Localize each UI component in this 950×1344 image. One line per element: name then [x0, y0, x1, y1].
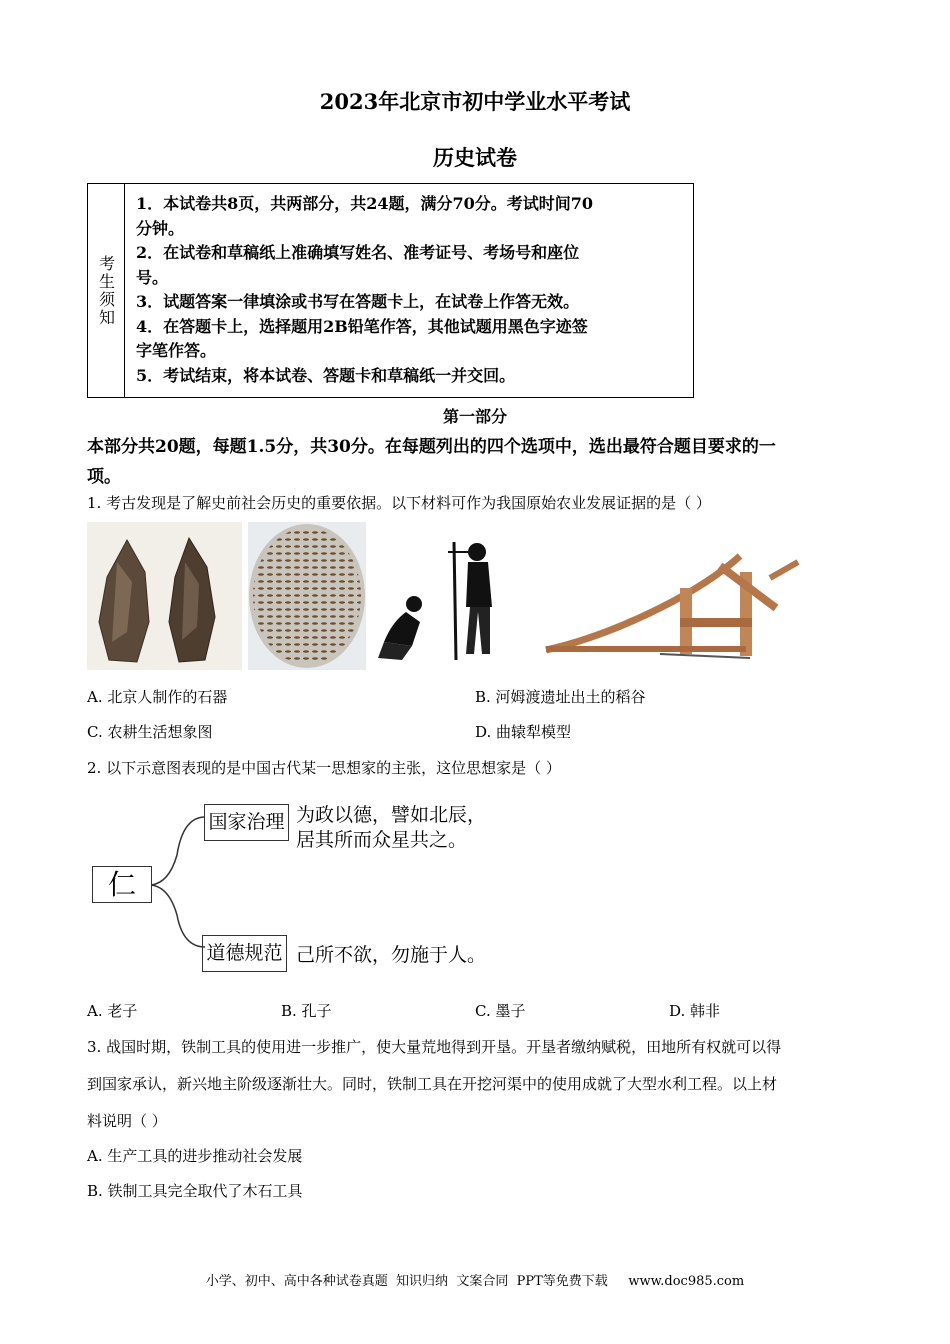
mindmap-top-text1: 为政以德，譬如北辰， [296, 804, 487, 826]
q3-option-a[interactable]: A. 生产工具的进步推动社会发展 [87, 1147, 303, 1165]
q1-option-c[interactable]: C. 农耕生活想象图 [87, 723, 213, 741]
q3-stem-line2: 到国家承认，新兴地主阶级逐渐壮大。同时，铁制工具在开挖河渠中的使用成就了大型水利工程。以上材 [87, 1075, 778, 1093]
part-heading: 第一部分 [442, 407, 507, 426]
q3-option-b[interactable]: B. 铁制工具完全取代了木石工具 [87, 1182, 303, 1200]
mindmap-bottom-text: 己所不欲，勿施于人。 [296, 944, 487, 966]
notice-line: 2．在试卷和草稿纸上准确填写姓名、准考证号、考场号和座位 [136, 243, 580, 262]
notice-items [136, 192, 685, 388]
mindmap-top-text2: 居其所而众星共之。 [296, 829, 468, 851]
notice-line: 分钟。 [136, 218, 185, 238]
rice-grains-image [248, 522, 366, 670]
page-footer: 小学、初中、高中各种试卷真题 知识归纳 文案合同 PPT等免费下载 www.doc985.com [205, 1274, 745, 1289]
notice-side-label-cell [88, 184, 125, 397]
notice-line: 5．考试结束，将本试卷、答题卡和草稿纸一并交回。 [136, 365, 516, 385]
mindmap-bottom-box: 道德规范 [202, 935, 287, 972]
mindmap-center: 仁 [92, 866, 152, 903]
q2-stem: 2. 以下示意图表现的是中国古代某一思想家的主张，这位思想家是（ ） [87, 759, 561, 777]
q2-option-d[interactable]: D. 韩非 [669, 1002, 721, 1020]
notice-line: 字笔作答。 [136, 341, 217, 360]
exam-title: 2023年北京市初中学业水平考试 [319, 89, 631, 114]
q1-option-b[interactable]: B. 河姆渡遗址出土的稻谷 [475, 688, 646, 706]
q2-option-b[interactable]: B. 孔子 [281, 1002, 332, 1020]
notice-line: 3．试题答案一律填涂或书写在答题卡上，在试卷上作答无效。 [136, 292, 580, 311]
part-intro-line2: 项。 [87, 467, 121, 487]
notice-line: 4．在答题卡上，选择题用2B铅笔作答，其他试题用黑色字迹签 [136, 316, 588, 336]
curved-plough-image [540, 548, 804, 666]
q2-option-c[interactable]: C. 墨子 [475, 1002, 526, 1020]
q1-option-a[interactable]: A. 北京人制作的石器 [87, 688, 228, 706]
q3-stem-line3: 料说明（ ） [87, 1112, 167, 1130]
candidate-notice-box [87, 183, 694, 398]
exam-subtitle: 历史试卷 [433, 145, 517, 170]
part-intro-line1: 本部分共20题，每题1.5分，共30分。在每题列出的四个选项中，选出最符合题目要求的一 [87, 437, 776, 457]
q1-option-d[interactable]: D. 曲辕犁模型 [475, 723, 572, 741]
q3-stem-line1: 3. 战国时期，铁制工具的使用进一步推广，使大量荒地得到开垦。开垦者缴纳赋税，田地所有权就可以得 [87, 1038, 782, 1056]
notice-line: 1．本试卷共8页，共两部分，共24题，满分70分。考试时间70 [136, 194, 594, 213]
mindmap-top-box: 国家治理 [204, 804, 289, 841]
farming-scene-image [372, 522, 504, 670]
notice-side-label: 考生须知 [96, 254, 116, 327]
stone-tools-image [87, 522, 242, 670]
q1-stem: 1. 考古发现是了解史前社会历史的重要依据。以下材料可作为我国原始农业发展证据的是（ ） [87, 494, 711, 512]
q2-option-a[interactable]: A. 老子 [87, 1002, 138, 1020]
notice-line: 号。 [136, 267, 169, 287]
